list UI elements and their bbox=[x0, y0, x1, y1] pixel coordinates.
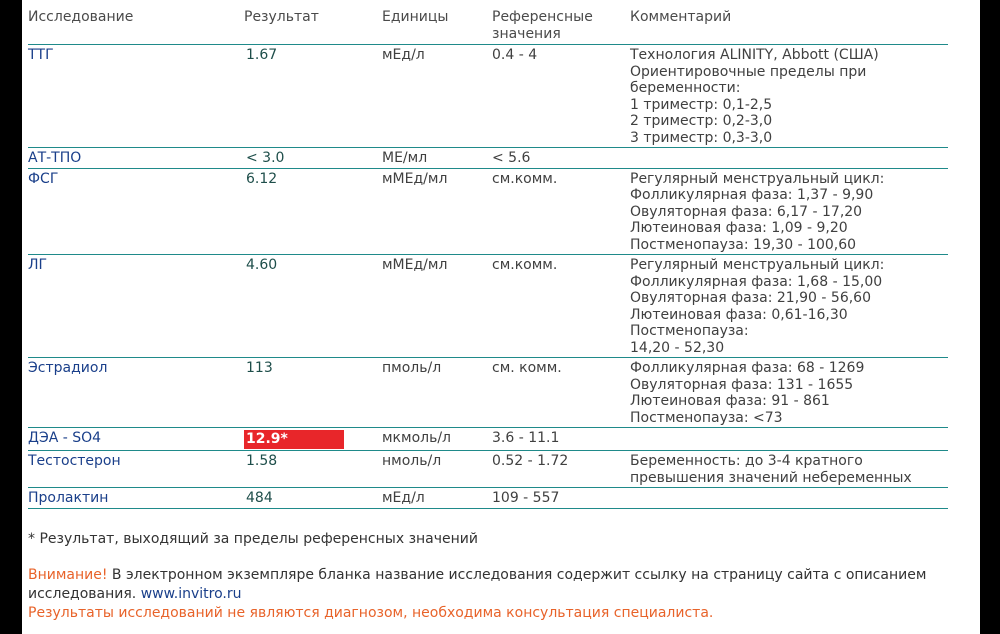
reference-value: 0.4 - 4 bbox=[492, 47, 538, 63]
comment-cell bbox=[630, 358, 948, 428]
comment-cell bbox=[630, 451, 948, 488]
table-row bbox=[28, 255, 948, 358]
results-table bbox=[28, 6, 948, 509]
comment-line: Овуляторная фаза: 6,17 - 17,20 bbox=[630, 203, 863, 220]
right-dark-border bbox=[980, 0, 1000, 634]
table-row bbox=[28, 45, 948, 148]
comment-line: Постменопауза: <73 bbox=[630, 409, 783, 426]
comment-line: 2 триместр: 0,2-3,0 bbox=[630, 113, 773, 129]
comment-cell bbox=[630, 168, 948, 255]
result-value: 1.67 bbox=[246, 47, 278, 63]
units-value: МЕ/мл bbox=[382, 150, 428, 166]
test-name[interactable]: ФСГ bbox=[28, 170, 59, 187]
notice-attention: Внимание! bbox=[28, 567, 108, 583]
results-body bbox=[28, 45, 948, 509]
test-name[interactable]: Эстрадиол bbox=[28, 360, 108, 376]
result-cell bbox=[244, 428, 382, 451]
reference-value: см. комм. bbox=[492, 360, 562, 376]
notice-text: В электронном экземпляре бланка название исследования содержит ссылку на страницу сайта с описанием исследования. bbox=[28, 567, 927, 602]
comment-line: превышения значений небеременных bbox=[630, 469, 912, 486]
result-value-flagged: 12.9* bbox=[244, 430, 344, 449]
units-value: пмоль/л bbox=[382, 360, 442, 376]
reference-value: 0.52 - 1.72 bbox=[492, 453, 569, 469]
test-name[interactable]: Пролактин bbox=[28, 490, 109, 506]
reference-value: < 5.6 bbox=[492, 150, 531, 166]
comment-line: Овуляторная фаза: 131 - 1655 bbox=[630, 376, 854, 393]
comment-line: Лютеиновая фаза: 1,09 - 9,20 bbox=[630, 220, 848, 236]
result-value: 4.60 bbox=[246, 257, 278, 273]
comment-cell bbox=[630, 45, 948, 148]
header-reference-line1: Референсные bbox=[492, 9, 593, 25]
comment-line: Технология ALINITY, Abbott (США) bbox=[630, 47, 879, 63]
comment-line: Регулярный менструальный цикл: bbox=[630, 257, 885, 273]
comment-cell bbox=[630, 255, 948, 358]
table-row bbox=[28, 488, 948, 509]
units-value: мкмоль/л bbox=[382, 430, 452, 446]
header-units: Единицы bbox=[382, 9, 449, 25]
table-row bbox=[28, 358, 948, 428]
reference-value: см.комм. bbox=[492, 170, 558, 187]
footnote: * Результат, выходящий за пределы референсных значений bbox=[28, 531, 478, 547]
units-value: мЕд/л bbox=[382, 47, 425, 63]
test-name[interactable]: Тестостерон bbox=[28, 453, 121, 469]
result-value: 6.12 bbox=[246, 170, 278, 187]
comment-line: Лютеиновая фаза: 91 - 861 bbox=[630, 393, 830, 409]
comment-line: Постменопауза: bbox=[630, 323, 749, 339]
reference-value: см.комм. bbox=[492, 257, 558, 273]
table-row bbox=[28, 428, 948, 451]
comment-line: Фолликулярная фаза: 1,68 - 15,00 bbox=[630, 273, 883, 290]
comment-line: 3 триместр: 0,3-3,0 bbox=[630, 129, 773, 146]
header-test: Исследование bbox=[28, 9, 134, 25]
table-row bbox=[28, 168, 948, 255]
comment-line: 1 триместр: 0,1-2,5 bbox=[630, 96, 773, 113]
site-link[interactable]: www.invitro.ru bbox=[140, 586, 242, 602]
comment-line: 14,20 - 52,30 bbox=[630, 339, 725, 356]
units-value: мМЕд/мл bbox=[382, 170, 448, 187]
table-row bbox=[28, 451, 948, 488]
comment-line: беременности: bbox=[630, 80, 741, 96]
comment-line: Фолликулярная фаза: 68 - 1269 bbox=[630, 360, 865, 376]
units-value: мМЕд/мл bbox=[382, 257, 448, 273]
test-name[interactable]: АТ-ТПО bbox=[28, 150, 82, 166]
result-value: 484 bbox=[246, 490, 273, 506]
table-header-row bbox=[28, 6, 948, 45]
units-value: мЕд/л bbox=[382, 490, 425, 506]
comment-cell bbox=[630, 428, 948, 451]
reference-value: 109 - 557 bbox=[492, 490, 560, 506]
result-value: < 3.0 bbox=[246, 150, 285, 166]
comment-line: Беременность: до 3-4 кратного bbox=[630, 453, 863, 469]
comment-cell bbox=[630, 148, 948, 169]
header-reference bbox=[492, 6, 630, 45]
test-name[interactable]: ДЭА - SO4 bbox=[28, 430, 102, 446]
comment-line: Ориентировочные пределы при bbox=[630, 63, 867, 80]
comment-line: Фолликулярная фаза: 1,37 - 9,90 bbox=[630, 187, 874, 203]
test-name[interactable]: ТТГ bbox=[28, 47, 54, 63]
header-reference-line2: значения bbox=[492, 25, 561, 42]
table-row bbox=[28, 148, 948, 169]
test-name[interactable]: ЛГ bbox=[28, 257, 48, 273]
comment-line: Овуляторная фаза: 21,90 - 56,60 bbox=[630, 290, 871, 306]
header-result: Результат bbox=[244, 9, 319, 25]
reference-value: 3.6 - 11.1 bbox=[492, 430, 560, 446]
result-value: 113 bbox=[246, 360, 273, 376]
header-comment: Комментарий bbox=[630, 9, 732, 25]
notice bbox=[28, 566, 948, 623]
notice-disclaimer: Результаты исследований не являются диагнозом, необходима консультация специалиста. bbox=[28, 605, 714, 621]
comment-line: Постменопауза: 19,30 - 100,60 bbox=[630, 236, 857, 253]
units-value: нмоль/л bbox=[382, 453, 442, 469]
comment-line: Лютеиновая фаза: 0,61-16,30 bbox=[630, 306, 848, 323]
left-dark-border bbox=[0, 0, 22, 634]
comment-cell bbox=[630, 488, 948, 509]
comment-line: Регулярный менструальный цикл: bbox=[630, 170, 885, 187]
result-value: 1.58 bbox=[246, 453, 278, 469]
